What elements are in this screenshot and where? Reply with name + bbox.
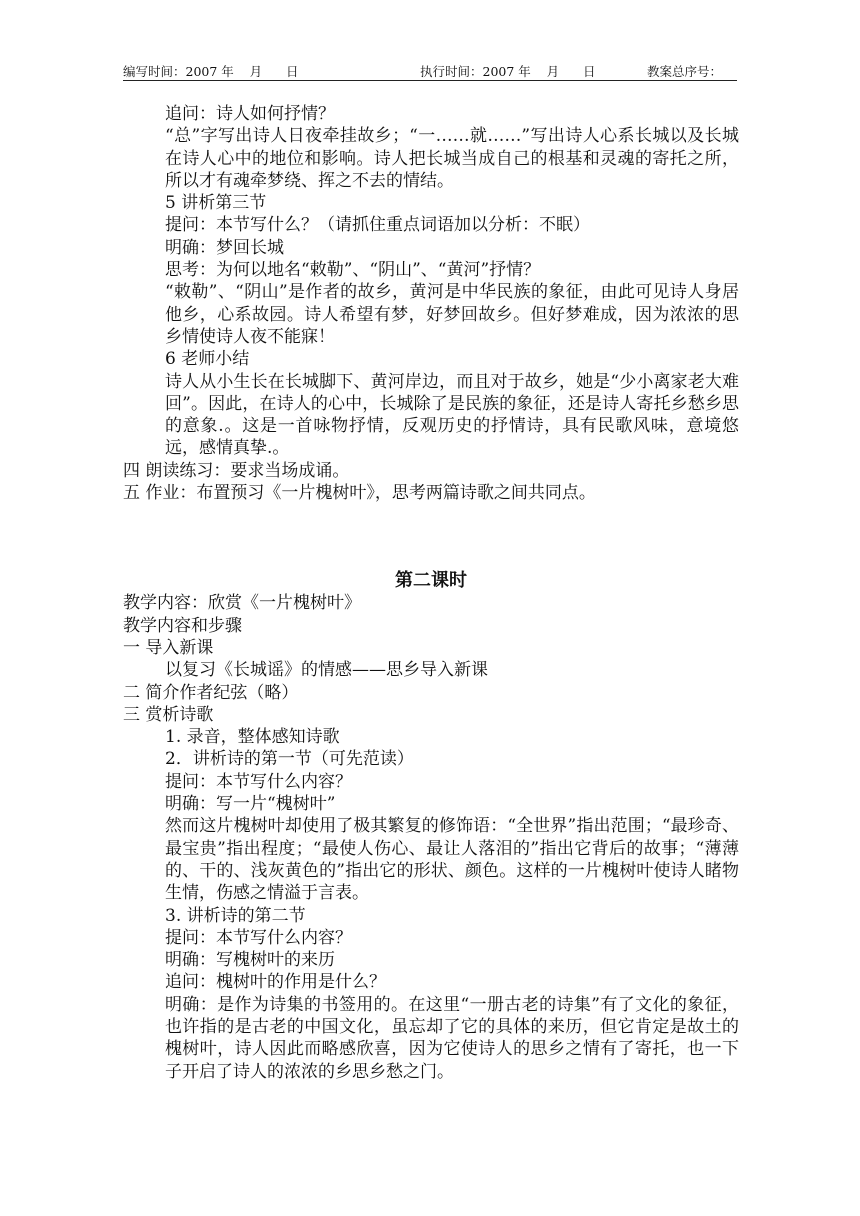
paragraph: 6 老师小结 bbox=[165, 349, 250, 370]
lesson-one-section bbox=[123, 103, 739, 504]
paragraph: 四 朗读练习：要求当场成诵。 bbox=[123, 460, 350, 481]
paragraph: 明确：写槐树叶的来历 bbox=[165, 950, 335, 971]
plan-number-label: 教案总序号： bbox=[647, 64, 723, 79]
paragraph: 教学内容和步骤 bbox=[123, 615, 242, 636]
paragraph: 诗人从小生长在长城脚下、黄河岸边，而且对于故乡，她是“少小离家老大难回”。因此，在诗人的心中，长城除了是民族的象征，还是诗人寄托乡愁乡思的意象.。这是一首咏物抒情，反观历史的抒情诗，具有民歌风味，意境悠远，感情真挚.。 bbox=[165, 371, 739, 459]
paragraph: 明确：梦回长城 bbox=[165, 237, 284, 258]
paragraph: 教学内容：欣赏《一片槐树叶》 bbox=[123, 593, 361, 614]
paragraph: 追问：槐树叶的作用是什么？ bbox=[165, 972, 386, 993]
paragraph: 5 讲析第三节 bbox=[165, 193, 267, 214]
section-gap bbox=[123, 504, 739, 570]
paragraph: 追问：诗人如何抒情？ bbox=[165, 104, 335, 124]
paragraph: 2．讲析诗的第一节（可先范读） bbox=[165, 749, 414, 770]
paragraph: 一 导入新课 bbox=[123, 637, 214, 658]
paragraph: 3. 讲析诗的第二节 bbox=[165, 905, 306, 926]
lesson-two-section bbox=[123, 592, 739, 1083]
paragraph: 明确：写一片“槐树叶” bbox=[165, 794, 336, 815]
exec-time-label: 执行时间：2007 年 月 日 bbox=[420, 64, 596, 79]
paragraph: 然而这片槐树叶却使用了极其繁复的修饰语：“全世界”指出范围；“最珍奇、最宝贵”指出程度；“最使人伤心、最让人落泪的”指出它背后的故事；“薄薄的、干的、浅灰黄色的”指出它的形状、颜色。这样的一片槐树叶使诗人睹物生情，伤感之情溢于言表。 bbox=[165, 816, 739, 904]
section-title: 第二课时 bbox=[395, 570, 467, 592]
page-header bbox=[123, 60, 737, 81]
paragraph: 三 赏析诗歌 bbox=[123, 704, 214, 725]
paragraph: 以复习《长城谣》的情感——思乡导入新课 bbox=[165, 660, 488, 681]
paragraph: 二 简介作者纪弦（略） bbox=[123, 682, 299, 703]
paragraph: “敕勒”、“阴山”是作者的故乡，黄河是中华民族的象征，由此可见诗人身居他乡，心系故园。诗人希望有梦，好梦回故乡。但好梦难成，因为浓浓的思乡情使诗人夜不能寐！ bbox=[165, 282, 739, 347]
paragraph: 五 作业：布置预习《一片槐树叶》，思考两篇诗歌之间共同点。 bbox=[123, 483, 596, 504]
paragraph: 明确：是作为诗集的书签用的。在这里“一册古老的诗集”有了文化的象征，也许指的是古老的中国文化，虽忘却了它的具体的来历，但它肯定是故土的槐树叶，诗人因此而略感欣喜，因为它使诗人的思乡之情有了寄托，也一下子开启了诗人的浓浓的乡思乡愁之门。 bbox=[165, 994, 739, 1082]
paragraph: 1. 录音，整体感知诗歌 bbox=[165, 727, 340, 748]
paragraph: 思考：为何以地名“敕勒”、“阴山”、“黄河”抒情？ bbox=[165, 260, 541, 281]
paragraph: 提问：本节写什么？（请抓住重点词语加以分析：不眠） bbox=[165, 215, 590, 236]
paragraph: “总”字写出诗人日夜牵挂故乡；“一……就……”写出诗人心系长城以及长城在诗人心中的地位和影响。诗人把长城当成自己的根基和灵魂的寄托之所，所以才有魂牵梦绕、挥之不去的情结。 bbox=[165, 126, 739, 191]
document-body bbox=[123, 103, 739, 1083]
write-time-label: 编写时间：2007 年 月 日 bbox=[123, 64, 299, 79]
paragraph: 提问：本节写什么内容？ bbox=[165, 771, 352, 792]
paragraph: 提问：本节写什么内容？ bbox=[165, 927, 352, 948]
